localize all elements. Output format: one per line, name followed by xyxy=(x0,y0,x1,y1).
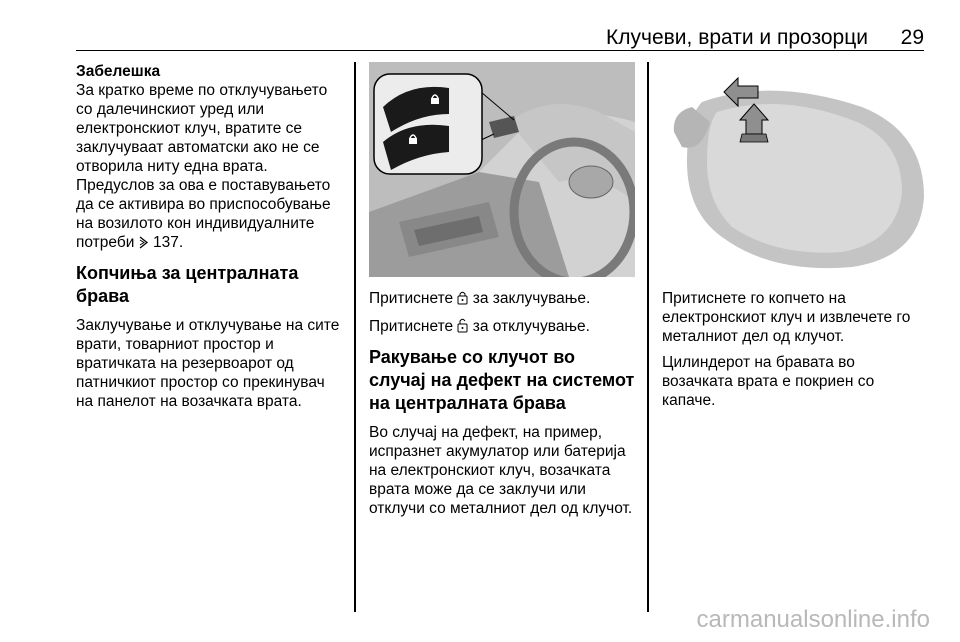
column-middle xyxy=(369,62,635,525)
page-reference-icon xyxy=(139,235,149,254)
remove-key-instruction: Притиснете го копчето на електронскиот клуч и извлечете го металниот дел од клучот. xyxy=(662,290,911,345)
column-left xyxy=(76,62,346,418)
page-header xyxy=(76,24,924,51)
lock-suffix: за заклучување. xyxy=(472,290,591,307)
lock-instruction xyxy=(369,289,635,310)
note-title: Забелешка xyxy=(76,63,161,80)
central-lock-description: Заклучување и отклучување на сите врати, товарниот простор и вратичката на резервоарот од патничкиот простор со прекинувач на панелот на возачката врата. xyxy=(76,317,340,410)
unlock-prefix: Притиснете xyxy=(369,318,454,335)
electronic-key-illustration xyxy=(662,62,928,277)
section-heading-key-failure: Ракување со клучот во случај на дефект на системот на централната брава xyxy=(369,347,635,413)
note-box xyxy=(76,62,346,254)
unlock-suffix: за отклучување. xyxy=(472,318,590,335)
column-divider xyxy=(354,62,356,612)
unlock-instruction xyxy=(369,317,635,338)
lock-cylinder-note: Цилиндерот на бравата во возачката врата е покриен со капаче. xyxy=(662,354,875,409)
watermark: carmanualsonline.info xyxy=(696,606,930,633)
door-panel-illustration xyxy=(369,62,635,277)
note-body: За кратко време по отклучувањето со далечинскиот уред или електронскиот клуч, вратите се заклучуваат автоматски ако не се отворила ниту една врата. Предуслов за ова е поставувањето да се активира во приспособување на возилото кон индивидуалните xyxy=(76,82,331,232)
note-ref-prefix: потреби xyxy=(76,234,135,251)
page-title: Клучеви, врати и прозорци xyxy=(606,26,868,49)
column-right xyxy=(662,62,928,417)
section-heading-central-lock-buttons: Копчиња за централната брава xyxy=(76,263,299,306)
page-number: 29 xyxy=(900,26,924,49)
unlock-icon xyxy=(457,318,468,338)
lock-prefix: Притиснете xyxy=(369,290,454,307)
note-text xyxy=(76,81,346,254)
note-ref-page[interactable]: 137. xyxy=(153,234,184,251)
key-failure-description: Во случај на дефект, на пример, испразнет акумулатор или батерија на електронскиот клуч, возачката врата може да се заклучи или отклучи со металниот дел од клучот. xyxy=(369,424,633,517)
column-divider xyxy=(647,62,649,612)
lock-icon xyxy=(457,290,468,310)
